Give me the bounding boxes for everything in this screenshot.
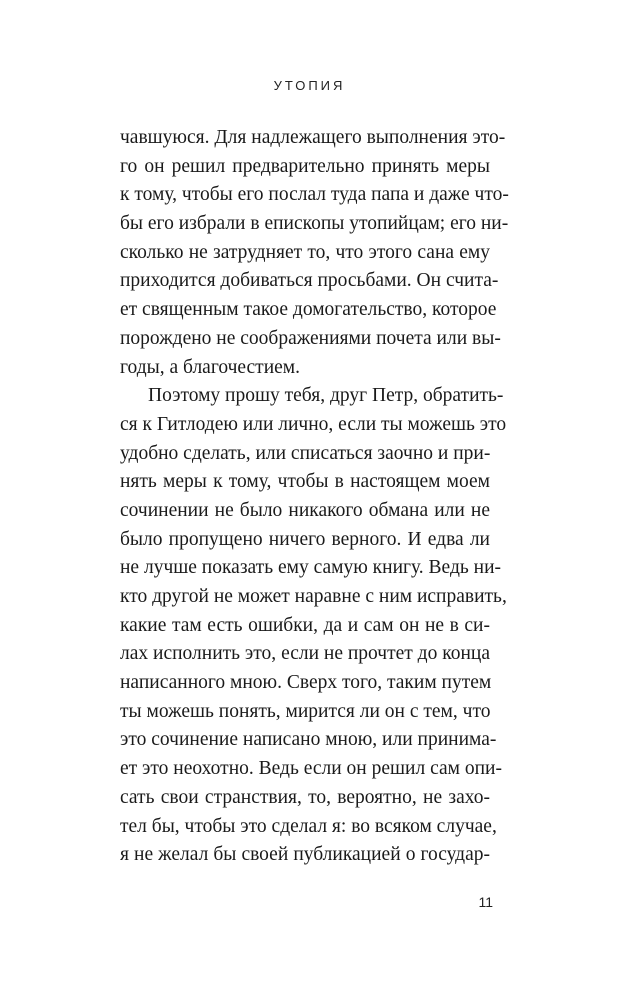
text-line: удобно сделать, или списаться заочно и при- <box>120 442 491 464</box>
text-line: я не желал бы своей публикацией о государ- <box>120 844 490 866</box>
text-line: го он решил предварительно принять меры <box>120 155 490 177</box>
text-line: лах исполнить это, если не прочтет до конца <box>120 643 490 665</box>
text-line: это сочинение написано мною, или принима- <box>120 729 497 751</box>
text-line: нять меры к тому, чтобы в настоящем моем <box>120 471 490 493</box>
text-line: к тому, чтобы его послал туда папа и даже что- <box>120 184 509 206</box>
text-line: ты можешь понять, мирится ли он с тем, что <box>120 700 491 722</box>
body-text <box>120 124 509 870</box>
paragraph-1 <box>120 124 509 382</box>
text-line: тел бы, чтобы это сделал я: во всяком случае, <box>120 815 497 837</box>
text-line: не лучше показать ему самую книгу. Ведь ни- <box>120 557 502 579</box>
text-line: ет это неохотно. Ведь если он решил сам опи- <box>120 758 502 780</box>
text-line: было пропущено ничего верного. И едва ли <box>120 528 490 550</box>
running-title: УТОПИЯ <box>273 78 346 93</box>
text-line: сколько не затрудняет то, что этого сана ему <box>120 241 490 263</box>
text-line: сочинении не было никакого обмана или не <box>120 499 490 521</box>
page-number: 11 <box>478 894 493 910</box>
paragraph-2 <box>120 382 507 870</box>
text-line: чавшуюся. Для надлежащего выполнения это- <box>120 127 506 148</box>
text-line: сать свои странствия, то, вероятно, не захо- <box>120 786 490 808</box>
text-line: написанного мною. Сверх того, таким путем <box>120 672 492 694</box>
text-line: годы, а благочестием. <box>120 356 301 378</box>
text-line: бы его избрали в епископы утопийцам; его ни- <box>120 213 509 235</box>
text-line: порождено не соображениями почета или вы- <box>120 327 501 349</box>
text-line: ет священным такое домогательство, которое <box>120 299 497 321</box>
text-line: кто другой не может наравне с ним исправить, <box>120 586 507 607</box>
text-line: ся к Гитлодею или лично, если ты можешь это <box>120 413 507 435</box>
text-line: Поэтому прошу тебя, друг Петр, обратить- <box>148 385 504 407</box>
text-line: приходится добиваться просьбами. Он счита- <box>120 270 499 292</box>
text-line: какие там есть ошибки, да и сам он не в си- <box>120 614 490 636</box>
